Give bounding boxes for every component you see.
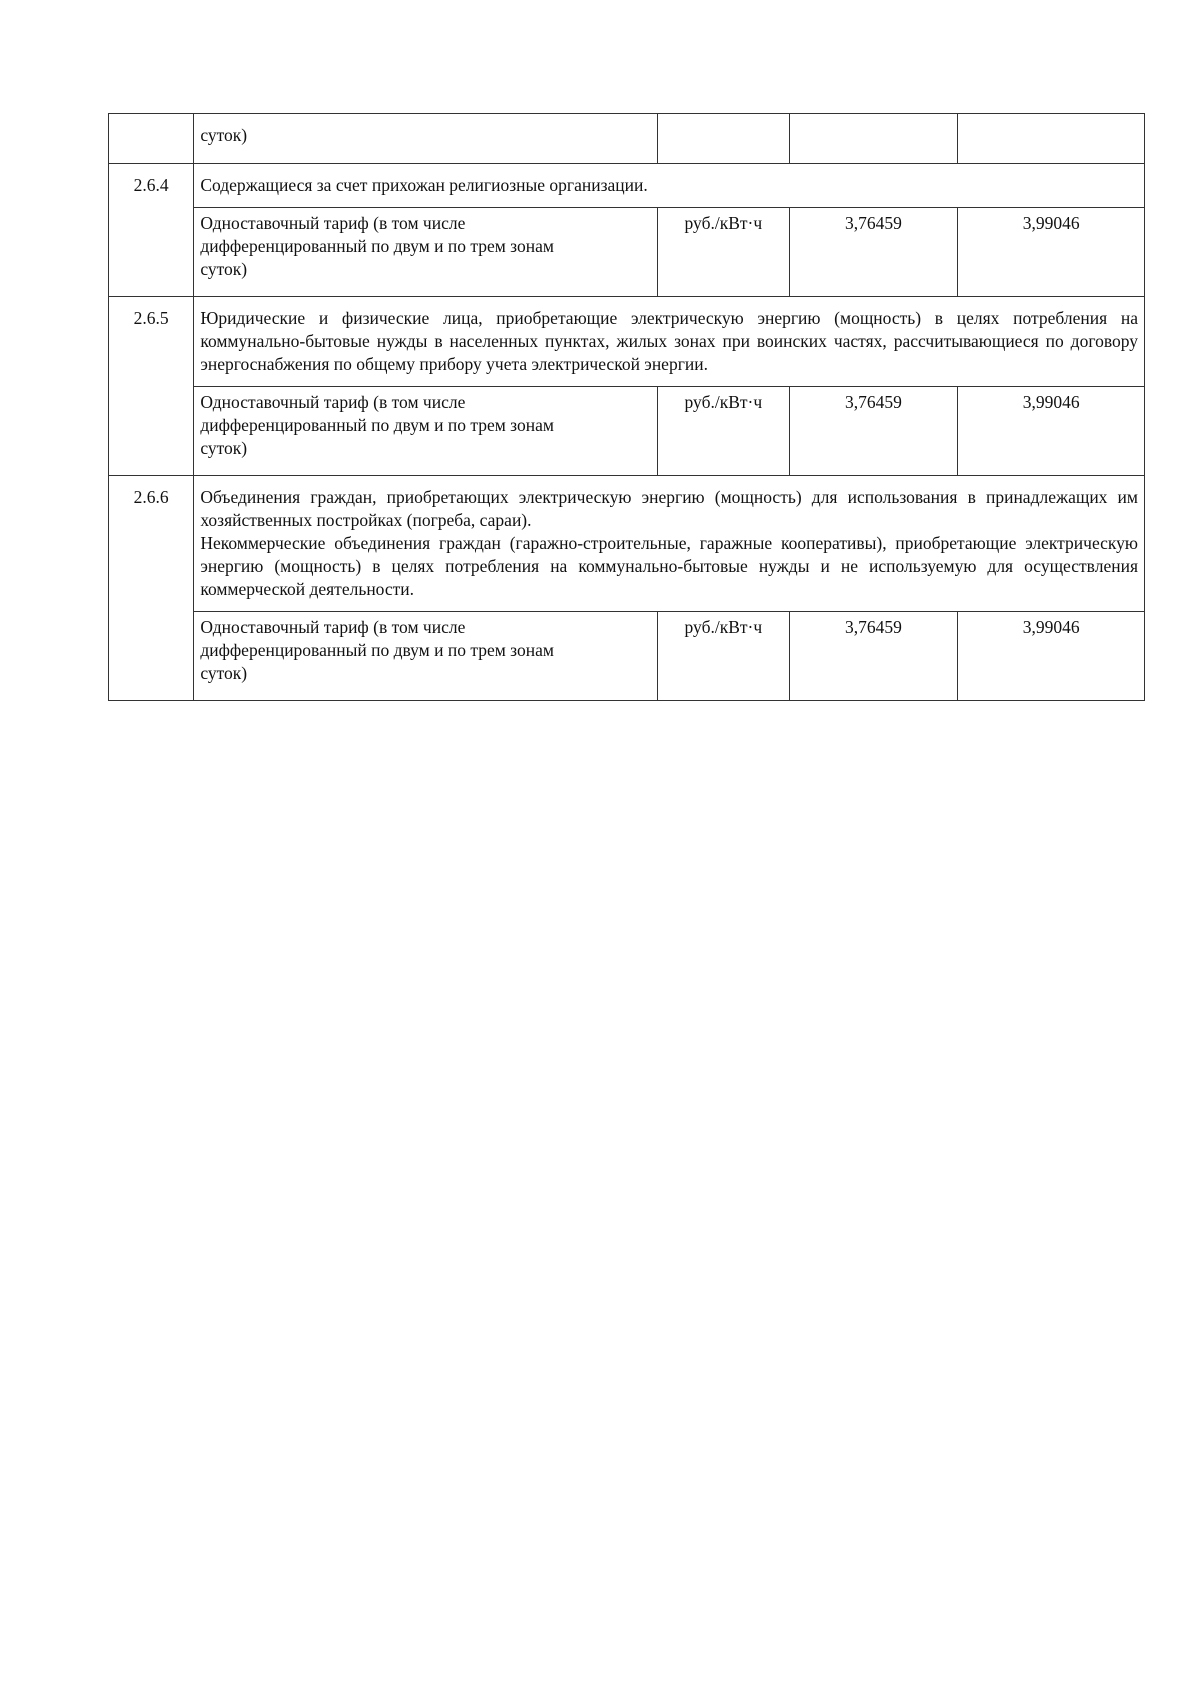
unit-cell: [658, 114, 790, 164]
group-heading-cell: [194, 297, 1145, 387]
table-row-group-heading: [109, 476, 1145, 612]
table-row-tariff: [109, 612, 1145, 701]
tariff-name-cell: [194, 612, 658, 701]
group-heading-cell: [194, 164, 1145, 208]
unit-cell: руб./кВт·ч: [658, 208, 790, 297]
group-heading-text: Объединения граждан, приобретающих электрическую энергию (мощность) для использования в принадлежащих им хозяйственных постройках (погреба, сараи).: [200, 487, 1138, 530]
group-heading-cell: [194, 476, 1145, 612]
tariff-name-line: суток): [200, 438, 248, 458]
value-1-cell: 3,76459: [789, 208, 958, 297]
value-1-cell: [789, 114, 958, 164]
tariff-name-line: дифференцированный по двум и по трем зонам: [200, 415, 554, 435]
table-row-group-heading: [109, 297, 1145, 387]
value-2-cell: 3,99046: [958, 612, 1145, 701]
value-2-cell: 3,99046: [958, 208, 1145, 297]
value-2-cell: [958, 114, 1145, 164]
item-number-cell: 2.6.5: [109, 297, 194, 476]
tariff-name-cell: суток): [194, 114, 658, 164]
tariff-name-line: дифференцированный по двум и по трем зонам: [200, 640, 554, 660]
table-row-group-heading: [109, 164, 1145, 208]
value-2-cell: 3,99046: [958, 387, 1145, 476]
tariff-name-line: суток): [200, 259, 248, 279]
tariff-name-cell: [194, 387, 658, 476]
unit-cell: руб./кВт·ч: [658, 387, 790, 476]
tariff-name-line: Одноставочный тариф (в том числе: [200, 392, 466, 412]
group-heading-text: Юридические и физические лица, приобретающие электрическую энергию (мощность) в целях потребления на коммунально-бытовые нужды в населенных пунктах, жилых зонах при воинских частях, рассчитывающиеся по договору энергоснабжения по общему прибору учета электрической энергии.: [200, 308, 1138, 374]
tariff-name-line: дифференцированный по двум и по трем зонам: [200, 236, 554, 256]
item-number-cell: 2.6.4: [109, 164, 194, 297]
table-row-tariff: [109, 387, 1145, 476]
number-cell: [109, 114, 194, 164]
table-row-tariff: [109, 208, 1145, 297]
unit-cell: руб./кВт·ч: [658, 612, 790, 701]
value-1-cell: 3,76459: [789, 387, 958, 476]
tariff-name-line: Одноставочный тариф (в том числе: [200, 617, 466, 637]
tariff-name-line: Одноставочный тариф (в том числе: [200, 213, 466, 233]
tariff-name-line: суток): [200, 663, 248, 683]
group-heading-text: Содержащиеся за счет прихожан религиозные организации.: [200, 175, 648, 195]
table-row-continuation: [109, 114, 1145, 164]
item-number-cell: 2.6.6: [109, 476, 194, 701]
tariff-name-cell: [194, 208, 658, 297]
group-heading-text: Некоммерческие объединения граждан (гаражно-строительные, гаражные кооперативы), приобретающие электрическую энергию (мощность) в целях потребления на коммунально-бытовые нужды и не используемую для осуществления коммерческой деятельности.: [200, 533, 1138, 599]
tariff-table: [108, 113, 1145, 701]
value-1-cell: 3,76459: [789, 612, 958, 701]
